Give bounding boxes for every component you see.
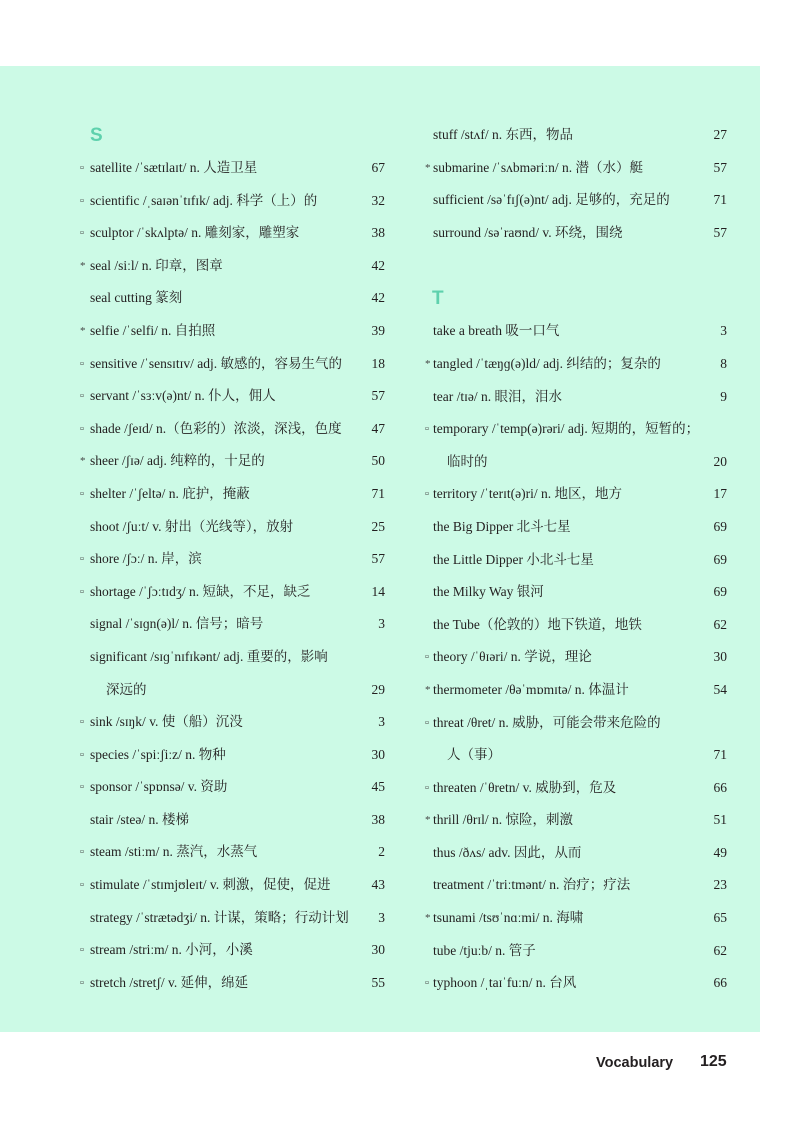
vocab-entry-page: 38 <box>371 811 385 827</box>
vocab-entry <box>80 804 385 837</box>
vocab-entry-text: the Big Dipper 北斗七星 <box>433 518 571 534</box>
vocab-entry <box>425 772 727 805</box>
vocab-entry <box>425 315 727 348</box>
vocab-entry-page: 29 <box>371 681 385 697</box>
checkbox-marker-icon: ▫ <box>425 716 429 729</box>
vocab-entry <box>425 837 727 870</box>
vocab-entry <box>425 707 727 740</box>
section-letter-s: S <box>90 125 103 146</box>
vocab-entry-page: 38 <box>371 225 385 241</box>
vocab-entry-text: shoot /ʃuːt/ v. 射出（光线等），放射 <box>90 518 294 534</box>
vocab-entry <box>425 902 727 935</box>
vocab-entry <box>80 902 385 935</box>
vocab-entry-text: sheer /ʃɪə/ adj. 纯粹的，十足的 <box>90 453 265 469</box>
vocab-entry-page: 18 <box>371 355 385 371</box>
vocab-entry <box>425 641 727 674</box>
vocab-entry <box>425 609 727 642</box>
checkbox-marker-icon: ▫ <box>80 879 84 892</box>
vocab-entry-page: 71 <box>371 485 385 501</box>
vocab-entry <box>80 869 385 902</box>
vocab-entry <box>80 967 385 1000</box>
vocab-entry-page: 51 <box>713 812 727 828</box>
checkbox-marker-icon: ▫ <box>425 651 429 664</box>
vocab-entry-page: 57 <box>371 388 385 404</box>
vocab-entry-text: 临时的 <box>447 453 488 469</box>
vocab-entry-text: treatment /ˈtriːtmənt/ n. 治疗；疗法 <box>433 877 631 893</box>
vocab-entry <box>80 380 385 413</box>
checkbox-marker-icon: ▫ <box>80 585 84 598</box>
checkbox-marker-icon: ▫ <box>80 781 84 794</box>
checkbox-marker-icon: ▫ <box>80 976 84 989</box>
vocab-entry <box>80 576 385 609</box>
vocab-entry-page: 69 <box>713 584 727 600</box>
vocab-entry <box>425 739 727 772</box>
vocab-entry <box>80 217 385 250</box>
vocab-entry <box>425 967 727 1000</box>
vocab-entry <box>425 413 727 446</box>
vocab-entry-text: stair /steə/ n. 楼梯 <box>90 811 189 827</box>
asterisk-marker-icon: * <box>425 161 431 174</box>
section-spacer <box>425 249 727 282</box>
vocab-entry-text: typhoon /ˌtaɪˈfuːn/ n. 台风 <box>433 975 577 991</box>
vocab-entry-page: 45 <box>371 779 385 795</box>
checkbox-marker-icon: ▫ <box>425 488 429 501</box>
checkbox-marker-icon: ▫ <box>80 390 84 403</box>
vocab-entry-page: 9 <box>720 388 727 404</box>
vocab-entry <box>425 674 727 707</box>
vocab-entry-page: 30 <box>713 649 727 665</box>
asterisk-marker-icon: * <box>425 357 431 370</box>
vocab-entry-text: surround /səˈraʊnd/ v. 环绕，围绕 <box>433 224 623 240</box>
asterisk-marker-icon: * <box>80 455 86 468</box>
vocab-entry <box>80 706 385 739</box>
vocab-entry-page: 27 <box>713 127 727 142</box>
checkbox-marker-icon: ▫ <box>80 553 84 566</box>
checkbox-marker-icon: ▫ <box>80 422 84 435</box>
vocab-entry-page: 2 <box>378 844 385 860</box>
checkbox-marker-icon: ▫ <box>80 194 84 207</box>
vocab-entry-text: stuff /stʌf/ n. 东西，物品 <box>433 127 574 142</box>
vocab-entry-page: 3 <box>378 909 385 925</box>
vocab-entry-text: tear /tɪə/ n. 眼泪，泪水 <box>433 388 562 404</box>
vocab-entry-text: sufficient /səˈfɪʃ(ə)nt/ adj. 足够的，充足的 <box>433 192 670 208</box>
vocab-entry <box>80 511 385 544</box>
vocab-entry <box>425 511 727 544</box>
vocab-entry-page: 42 <box>371 257 385 273</box>
vocab-entry-text: signal /ˈsɪɡn(ə)l/ n. 信号；暗号 <box>90 616 264 632</box>
vocab-entry <box>80 608 385 641</box>
checkbox-marker-icon: ▫ <box>80 716 84 729</box>
vocab-entry-text: thus /ðʌs/ adv. 因此，从而 <box>433 844 582 860</box>
vocab-entry <box>425 217 727 250</box>
vocab-entry-text: 人（事） <box>447 747 501 763</box>
vocab-entry-text: submarine /ˈsʌbməriːn/ n. 潜（水）艇 <box>433 159 643 175</box>
vocab-entry <box>80 478 385 511</box>
vocab-entry-page: 20 <box>713 453 727 469</box>
vocab-entry-text: satellite /ˈsætɪlaɪt/ n. 人造卫星 <box>90 160 258 175</box>
vocab-entry <box>425 152 727 185</box>
vocab-entry-page: 42 <box>371 290 385 306</box>
vocab-entry-text: tangled /ˈtæŋɡ(ə)ld/ adj. 纠结的；复杂的 <box>433 355 661 371</box>
checkbox-marker-icon: ▫ <box>80 487 84 500</box>
vocab-entry-text: sponsor /ˈspɒnsə/ v. 资助 <box>90 779 228 795</box>
vocab-entry <box>80 152 385 185</box>
vocab-entry-page: 69 <box>713 551 727 567</box>
vocab-entry-text: steam /stiːm/ n. 蒸汽，水蒸气 <box>90 844 258 860</box>
vocab-entry <box>80 282 385 315</box>
vocab-entry-text: the Milky Way 银河 <box>433 584 544 600</box>
vocab-entry-page: 3 <box>378 714 385 730</box>
checkbox-marker-icon: ▫ <box>425 977 429 990</box>
vocab-entry-text: shore /ʃɔː/ n. 岸，滨 <box>90 551 202 567</box>
vocab-entry <box>80 771 385 804</box>
vocab-entry <box>80 641 385 674</box>
checkbox-marker-icon: ▫ <box>80 846 84 859</box>
checkbox-marker-icon: ▫ <box>425 781 429 794</box>
checkbox-marker-icon: ▫ <box>80 944 84 957</box>
vocab-entry-page: 43 <box>371 877 385 893</box>
vocab-entry-page: 23 <box>713 877 727 893</box>
checkbox-marker-icon: ▫ <box>80 162 84 174</box>
vocab-entry <box>425 478 727 511</box>
vocab-entry-text: tube /tjuːb/ n. 管子 <box>433 942 536 958</box>
vocab-entry <box>80 250 385 283</box>
vocab-entry <box>80 836 385 869</box>
vocab-entry <box>80 543 385 576</box>
vocab-entry-text: the Little Dipper 小北斗七星 <box>433 551 594 567</box>
vocab-entry <box>80 348 385 381</box>
checkbox-marker-icon: ▫ <box>80 748 84 761</box>
vocab-entry-page: 39 <box>371 322 385 338</box>
vocab-entry <box>425 804 727 837</box>
asterisk-marker-icon: * <box>425 683 431 696</box>
vocab-entry <box>425 381 727 414</box>
asterisk-marker-icon: * <box>425 814 431 827</box>
vocab-entry <box>425 544 727 577</box>
vocab-entry-text: territory /ˈterɪt(ə)ri/ n. 地区，地方 <box>433 486 622 502</box>
vocab-entry-text: thermometer /θəˈmɒmɪtə/ n. 体温计 <box>433 681 629 697</box>
vocab-entry-text: selfie /ˈselfi/ n. 自拍照 <box>90 322 216 338</box>
vocab-entry-text: seal cutting 篆刻 <box>90 290 183 306</box>
vocab-entry-page: 55 <box>371 974 385 990</box>
vocab-entry-text: 深远的 <box>106 681 147 697</box>
vocab-entry-page: 66 <box>713 779 727 795</box>
vocab-entry <box>425 446 727 479</box>
vocab-entry-page: 3 <box>720 323 727 339</box>
vocab-entry <box>425 348 727 381</box>
vocab-entry <box>425 935 727 968</box>
vocab-entry-page: 54 <box>713 681 727 697</box>
vocab-entry-page: 71 <box>713 192 727 208</box>
vocab-entry-page: 57 <box>713 224 727 240</box>
vocab-entry-text: shelter /ˈʃeltə/ n. 庇护，掩蔽 <box>90 485 250 501</box>
page-number: 125 <box>700 1053 727 1070</box>
vocab-entry-text: strategy /ˈstrætədʒi/ n. 计谋，策略；行动计划 <box>90 909 349 925</box>
vocab-entry-text: stream /striːm/ n. 小河，小溪 <box>90 942 253 958</box>
vocab-entry-text: the Tube（伦敦的）地下铁道，地铁 <box>433 616 642 632</box>
vocab-entry <box>80 413 385 446</box>
vocab-entry-page: 30 <box>371 746 385 762</box>
vocab-entry <box>80 185 385 218</box>
vocab-entry <box>80 739 385 772</box>
footer-label: Vocabulary <box>596 1055 674 1071</box>
right-top-entry-list <box>425 119 727 249</box>
vocab-entry <box>425 184 727 217</box>
vocab-entry-text: take a breath 吸一口气 <box>433 323 560 339</box>
vocab-entry-text: scientific /ˌsaɪənˈtɪfɪk/ adj. 科学（上）的 <box>90 192 318 208</box>
vocab-entry-page: 25 <box>371 518 385 534</box>
vocab-entry-page: 14 <box>371 583 385 599</box>
vocab-entry <box>425 869 727 902</box>
vocab-entry-page: 3 <box>378 616 385 632</box>
vocab-entry-page: 66 <box>713 975 727 991</box>
vocab-entry-page: 47 <box>371 420 385 436</box>
vocab-entry-page: 57 <box>713 159 727 175</box>
left-entry-list <box>80 152 385 999</box>
vocab-entry <box>425 576 727 609</box>
vocab-entry-page: 8 <box>720 355 727 371</box>
vocab-entry-text: servant /ˈsɜːv(ə)nt/ n. 仆人，佣人 <box>90 388 276 404</box>
vocab-entry <box>80 445 385 478</box>
vocab-entry-page: 65 <box>713 910 727 926</box>
vocab-entry-text: temporary /ˈtemp(ə)rəri/ adj. 短期的，短暂的； <box>433 421 700 437</box>
vocab-entry <box>425 119 727 152</box>
vocab-entry-page: 69 <box>713 518 727 534</box>
asterisk-marker-icon: * <box>80 259 86 272</box>
vocab-entry-text: stretch /stretʃ/ v. 延伸，绵延 <box>90 974 249 990</box>
right-entry-list <box>425 315 727 999</box>
vocab-entry-page: 32 <box>371 192 385 208</box>
checkbox-marker-icon: ▫ <box>80 357 84 370</box>
vocab-entry-page: 49 <box>713 844 727 860</box>
vocab-entry-page: 57 <box>371 551 385 567</box>
asterisk-marker-icon: * <box>80 324 86 337</box>
vocab-entry-page: 30 <box>371 942 385 958</box>
checkbox-marker-icon: ▫ <box>80 227 84 240</box>
vocab-entry <box>80 674 385 707</box>
vocab-entry-text: sculptor /ˈskʌlptə/ n. 雕刻家，雕塑家 <box>90 225 300 241</box>
left-column <box>80 119 385 999</box>
vocab-entry-page: 71 <box>713 747 727 763</box>
vocab-entry-text: threat /θret/ n. 威胁，可能会带来危险的 <box>433 714 661 730</box>
vocab-entry-page: 17 <box>713 486 727 502</box>
vocab-entry <box>80 315 385 348</box>
vocab-entry-text: stimulate /ˈstɪmjʊleɪt/ v. 刺激，促使，促进 <box>90 877 331 893</box>
vocab-entry-text: sink /sɪŋk/ v. 使（船）沉没 <box>90 714 243 730</box>
vocab-entry-text: shade /ʃeɪd/ n.（色彩的）浓淡，深浅，色度 <box>90 420 342 436</box>
asterisk-marker-icon: * <box>425 912 431 925</box>
vocab-entry-text: shortage /ˈʃɔːtɪdʒ/ n. 短缺，不足，缺乏 <box>90 583 311 599</box>
vocab-entry-text: thrill /θrɪl/ n. 惊险，刺激 <box>433 812 573 828</box>
vocab-entry-text: significant /sɪɡˈnɪfɪkənt/ adj. 重要的，影响 <box>90 648 328 664</box>
vocab-entry-page: 62 <box>713 616 727 632</box>
vocab-entry-page: 67 <box>371 160 385 175</box>
vocab-entry-text: theory /ˈθɪəri/ n. 学说，理论 <box>433 649 592 665</box>
vocab-entry-page: 50 <box>371 453 385 469</box>
section-letter-t: T <box>432 288 444 310</box>
right-column <box>425 119 727 1000</box>
vocab-entry-text: tsunami /tsʊˈnɑːmi/ n. 海啸 <box>433 910 584 926</box>
vocab-entry-page: 62 <box>713 942 727 958</box>
vocab-entry <box>80 934 385 967</box>
vocab-entry-text: species /ˈspiːʃiːz/ n. 物种 <box>90 746 226 762</box>
checkbox-marker-icon: ▫ <box>425 423 429 436</box>
vocab-entry-text: sensitive /ˈsensɪtɪv/ adj. 敏感的，容易生气的 <box>90 355 342 371</box>
vocab-entry-text: threaten /ˈθretn/ v. 威胁到，危及 <box>433 779 617 795</box>
vocab-entry-text: seal /siːl/ n. 印章，图章 <box>90 257 223 273</box>
